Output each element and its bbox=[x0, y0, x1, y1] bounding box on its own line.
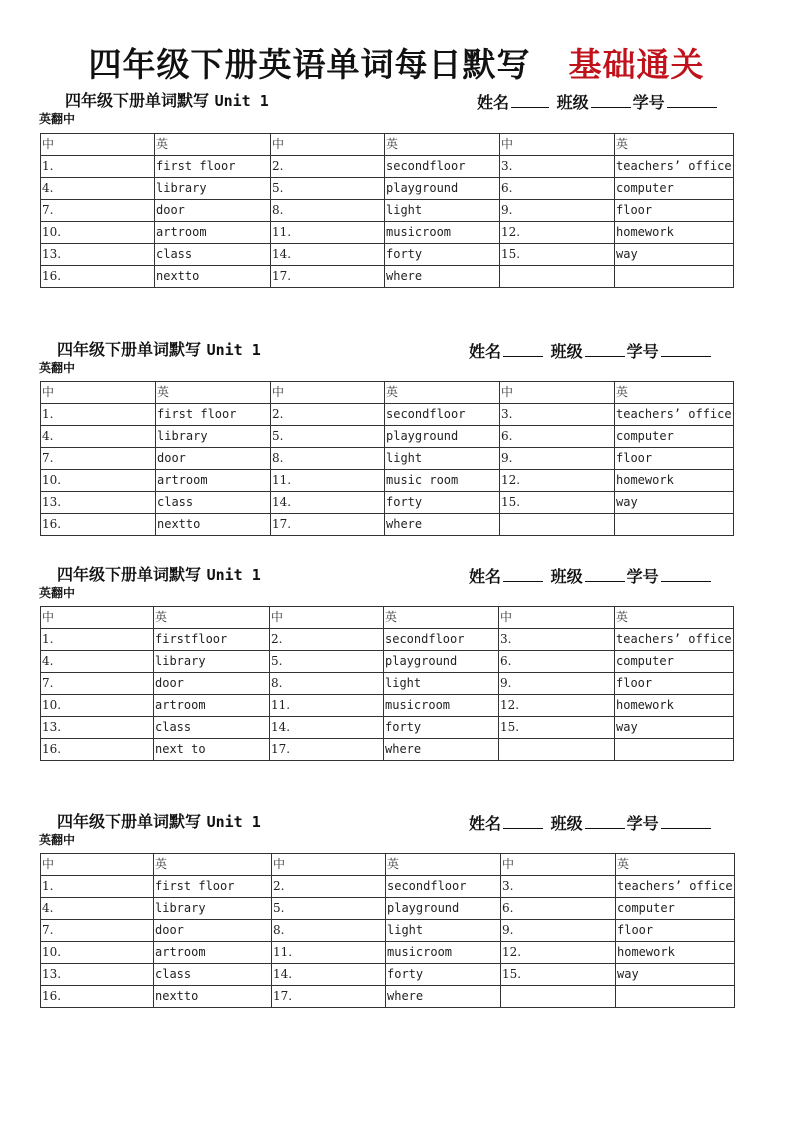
word-cell: nextto bbox=[154, 986, 272, 1008]
word-cell: class bbox=[155, 244, 271, 266]
unit-title-cn: 四年级下册单词默写 bbox=[57, 340, 202, 359]
table-row bbox=[41, 426, 734, 448]
number-cell[interactable]: 9. bbox=[500, 448, 615, 470]
name-label: 姓名 bbox=[469, 567, 502, 586]
header-cell: 英 bbox=[156, 382, 271, 404]
number-cell[interactable]: 2. bbox=[272, 876, 386, 898]
header-cell: 英 bbox=[385, 134, 500, 156]
number-cell[interactable]: 11. bbox=[271, 222, 385, 244]
table-row bbox=[41, 651, 734, 673]
word-cell: computer bbox=[615, 178, 734, 200]
word-cell bbox=[615, 739, 734, 761]
number-cell[interactable]: 8. bbox=[272, 920, 386, 942]
word-cell: teachers’ office bbox=[615, 629, 734, 651]
name-label: 姓名 bbox=[469, 342, 502, 361]
number-cell[interactable]: 10. bbox=[41, 695, 154, 717]
number-cell[interactable]: 16. bbox=[41, 266, 155, 288]
header-cell: 中 bbox=[41, 134, 155, 156]
table-row bbox=[41, 717, 734, 739]
number-cell[interactable]: 3. bbox=[501, 876, 616, 898]
number-cell[interactable]: 5. bbox=[272, 898, 386, 920]
table-header-row bbox=[41, 382, 734, 404]
table-row bbox=[41, 986, 735, 1008]
word-cell: teachers’ office bbox=[616, 876, 735, 898]
word-cell: class bbox=[154, 964, 272, 986]
word-cell: secondfloor bbox=[385, 156, 500, 178]
header-cell: 英 bbox=[154, 607, 270, 629]
section-label: 英翻中 bbox=[39, 586, 76, 600]
table-row bbox=[41, 942, 735, 964]
word-cell: firstfloor bbox=[154, 629, 270, 651]
number-cell[interactable]: 10. bbox=[41, 470, 156, 492]
unit-title bbox=[65, 90, 269, 112]
word-cell: library bbox=[156, 426, 271, 448]
student-info bbox=[469, 811, 713, 835]
word-cell: floor bbox=[615, 673, 734, 695]
header-cell: 英 bbox=[385, 382, 500, 404]
name-label: 姓名 bbox=[469, 814, 502, 833]
class-label: 班级 bbox=[556, 93, 589, 112]
number-cell[interactable] bbox=[500, 514, 615, 536]
name-label: 姓名 bbox=[477, 93, 510, 112]
id-blank[interactable] bbox=[661, 339, 711, 357]
unit-title-en: Unit 1 bbox=[206, 341, 261, 359]
table-row bbox=[41, 470, 734, 492]
word-cell: first floor bbox=[154, 876, 272, 898]
table-header-row bbox=[41, 854, 735, 876]
page-title bbox=[0, 40, 793, 90]
class-label: 班级 bbox=[550, 567, 583, 586]
word-cell: homework bbox=[615, 222, 734, 244]
word-cell: library bbox=[154, 651, 270, 673]
table-row bbox=[41, 222, 734, 244]
number-cell[interactable]: 12. bbox=[500, 470, 615, 492]
table-row bbox=[41, 404, 734, 426]
number-cell[interactable]: 16. bbox=[41, 986, 154, 1008]
class-blank[interactable] bbox=[585, 811, 625, 829]
word-cell: musicroom bbox=[386, 942, 501, 964]
number-cell[interactable]: 8. bbox=[270, 673, 384, 695]
number-cell[interactable]: 12. bbox=[500, 222, 615, 244]
table-row bbox=[41, 673, 734, 695]
number-cell[interactable]: 4. bbox=[41, 178, 155, 200]
number-cell[interactable]: 13. bbox=[41, 964, 154, 986]
unit-title-cn: 四年级下册单词默写 bbox=[57, 812, 202, 831]
table-header-row bbox=[41, 607, 734, 629]
number-cell[interactable]: 16. bbox=[41, 739, 154, 761]
number-cell[interactable]: 6. bbox=[501, 898, 616, 920]
number-cell[interactable]: 8. bbox=[271, 200, 385, 222]
word-cell: playground bbox=[385, 178, 500, 200]
word-cell: library bbox=[155, 178, 271, 200]
number-cell[interactable] bbox=[501, 986, 616, 1008]
table-row bbox=[41, 695, 734, 717]
page-title-main: 四年级下册英语单词每日默写 bbox=[88, 45, 531, 84]
header-cell: 英 bbox=[615, 134, 734, 156]
word-cell: door bbox=[156, 448, 271, 470]
table-row bbox=[41, 244, 734, 266]
number-cell[interactable]: 7. bbox=[41, 448, 156, 470]
word-cell: homework bbox=[615, 470, 734, 492]
number-cell[interactable]: 15. bbox=[500, 492, 615, 514]
unit-title bbox=[57, 564, 261, 586]
id-label: 学号 bbox=[626, 814, 659, 833]
table-row bbox=[41, 448, 734, 470]
number-cell[interactable]: 1. bbox=[41, 876, 154, 898]
number-cell[interactable]: 13. bbox=[41, 717, 154, 739]
id-label: 学号 bbox=[632, 93, 665, 112]
header-cell: 中 bbox=[41, 382, 156, 404]
number-cell[interactable]: 7. bbox=[41, 673, 154, 695]
number-cell[interactable]: 1. bbox=[41, 629, 154, 651]
header-cell: 中 bbox=[500, 134, 615, 156]
number-cell[interactable]: 17. bbox=[272, 986, 386, 1008]
word-cell: artroom bbox=[154, 695, 270, 717]
number-cell[interactable]: 7. bbox=[41, 200, 155, 222]
header-cell: 中 bbox=[41, 607, 154, 629]
header-cell: 中 bbox=[501, 854, 616, 876]
table-row bbox=[41, 876, 735, 898]
table-row bbox=[41, 920, 735, 942]
word-cell: where bbox=[386, 986, 501, 1008]
unit-title-en: Unit 1 bbox=[206, 566, 261, 584]
word-cell: way bbox=[616, 964, 735, 986]
word-cell: forty bbox=[385, 244, 500, 266]
header-cell: 中 bbox=[499, 607, 615, 629]
number-cell[interactable]: 2. bbox=[271, 156, 385, 178]
number-cell[interactable]: 9. bbox=[501, 920, 616, 942]
number-cell[interactable]: 4. bbox=[41, 426, 156, 448]
word-cell bbox=[616, 986, 735, 1008]
id-blank[interactable] bbox=[661, 564, 711, 582]
header-cell: 中 bbox=[500, 382, 615, 404]
word-cell: way bbox=[615, 492, 734, 514]
number-cell[interactable]: 11. bbox=[271, 470, 385, 492]
unit-title-en: Unit 1 bbox=[206, 813, 261, 831]
word-cell: forty bbox=[386, 964, 501, 986]
word-cell: light bbox=[384, 673, 499, 695]
word-cell: where bbox=[385, 514, 500, 536]
word-cell: teachers’ office bbox=[615, 156, 734, 178]
id-label: 学号 bbox=[626, 567, 659, 586]
header-cell: 英 bbox=[154, 854, 272, 876]
word-table bbox=[40, 853, 735, 1008]
unit-title-en: Unit 1 bbox=[214, 92, 269, 110]
id-blank[interactable] bbox=[661, 811, 711, 829]
word-cell: light bbox=[386, 920, 501, 942]
word-cell: where bbox=[385, 266, 500, 288]
word-cell: playground bbox=[385, 426, 500, 448]
word-cell: light bbox=[385, 200, 500, 222]
section-label: 英翻中 bbox=[39, 833, 76, 847]
number-cell[interactable]: 10. bbox=[41, 222, 155, 244]
word-cell: where bbox=[384, 739, 499, 761]
class-label: 班级 bbox=[550, 342, 583, 361]
word-cell: secondfloor bbox=[386, 876, 501, 898]
word-cell: first floor bbox=[156, 404, 271, 426]
unit-title bbox=[57, 339, 261, 361]
table-row bbox=[41, 200, 734, 222]
number-cell[interactable]: 1. bbox=[41, 404, 156, 426]
word-cell: door bbox=[154, 920, 272, 942]
table-row bbox=[41, 178, 734, 200]
table-row bbox=[41, 898, 735, 920]
name-blank[interactable] bbox=[503, 811, 543, 829]
word-cell: forty bbox=[385, 492, 500, 514]
number-cell[interactable]: 3. bbox=[499, 629, 615, 651]
word-table bbox=[40, 133, 734, 288]
number-cell[interactable] bbox=[500, 266, 615, 288]
class-blank[interactable] bbox=[591, 90, 631, 108]
number-cell[interactable]: 8. bbox=[271, 448, 385, 470]
block-header bbox=[0, 564, 793, 586]
number-cell[interactable]: 5. bbox=[270, 651, 384, 673]
word-cell: nextto bbox=[156, 514, 271, 536]
word-cell: computer bbox=[615, 426, 734, 448]
word-cell: playground bbox=[384, 651, 499, 673]
word-cell: door bbox=[155, 200, 271, 222]
number-cell[interactable]: 13. bbox=[41, 492, 156, 514]
number-cell[interactable]: 6. bbox=[500, 426, 615, 448]
word-cell: playground bbox=[386, 898, 501, 920]
id-blank[interactable] bbox=[667, 90, 717, 108]
word-cell: homework bbox=[615, 695, 734, 717]
number-cell[interactable]: 9. bbox=[500, 200, 615, 222]
word-cell: computer bbox=[616, 898, 735, 920]
block-header bbox=[0, 90, 793, 112]
number-cell[interactable]: 4. bbox=[41, 898, 154, 920]
word-cell: homework bbox=[616, 942, 735, 964]
table-header-row bbox=[41, 134, 734, 156]
word-cell: nextto bbox=[155, 266, 271, 288]
name-blank[interactable] bbox=[503, 339, 543, 357]
word-cell: library bbox=[154, 898, 272, 920]
number-cell[interactable]: 1. bbox=[41, 156, 155, 178]
word-cell: floor bbox=[615, 448, 734, 470]
number-cell[interactable]: 12. bbox=[501, 942, 616, 964]
unit-title bbox=[57, 811, 261, 833]
number-cell[interactable]: 17. bbox=[271, 266, 385, 288]
student-info bbox=[469, 564, 713, 588]
word-cell: floor bbox=[616, 920, 735, 942]
class-blank[interactable] bbox=[585, 339, 625, 357]
number-cell[interactable]: 11. bbox=[270, 695, 384, 717]
word-cell: secondfloor bbox=[384, 629, 499, 651]
number-cell[interactable]: 2. bbox=[270, 629, 384, 651]
word-cell: musicroom bbox=[385, 222, 500, 244]
word-cell: forty bbox=[384, 717, 499, 739]
number-cell[interactable]: 13. bbox=[41, 244, 155, 266]
word-table bbox=[40, 381, 734, 536]
header-cell: 中 bbox=[270, 607, 384, 629]
student-info bbox=[469, 339, 713, 363]
word-cell bbox=[615, 514, 734, 536]
header-cell: 英 bbox=[384, 607, 499, 629]
table-row bbox=[41, 492, 734, 514]
number-cell[interactable]: 6. bbox=[500, 178, 615, 200]
word-cell: way bbox=[615, 244, 734, 266]
word-cell: teachers’ office bbox=[615, 404, 734, 426]
header-cell: 英 bbox=[155, 134, 271, 156]
table-row bbox=[41, 156, 734, 178]
number-cell[interactable]: 6. bbox=[499, 651, 615, 673]
number-cell[interactable]: 17. bbox=[271, 514, 385, 536]
word-cell: next to bbox=[154, 739, 270, 761]
word-cell: class bbox=[154, 717, 270, 739]
number-cell[interactable]: 9. bbox=[499, 673, 615, 695]
header-cell: 英 bbox=[615, 382, 734, 404]
unit-title-cn: 四年级下册单词默写 bbox=[57, 565, 202, 584]
unit-title-cn: 四年级下册单词默写 bbox=[65, 91, 210, 110]
block-header bbox=[0, 811, 793, 833]
word-cell: artroom bbox=[155, 222, 271, 244]
number-cell[interactable]: 12. bbox=[499, 695, 615, 717]
number-cell[interactable]: 7. bbox=[41, 920, 154, 942]
header-cell: 中 bbox=[272, 854, 386, 876]
page-title-accent: 基础通关 bbox=[568, 45, 705, 84]
word-cell: artroom bbox=[154, 942, 272, 964]
table-row bbox=[41, 964, 735, 986]
word-cell: computer bbox=[615, 651, 734, 673]
class-label: 班级 bbox=[550, 814, 583, 833]
block-header bbox=[0, 339, 793, 361]
name-blank[interactable] bbox=[503, 564, 543, 582]
word-table bbox=[40, 606, 734, 761]
name-blank[interactable] bbox=[511, 90, 549, 108]
word-cell: secondfloor bbox=[385, 404, 500, 426]
number-cell[interactable]: 2. bbox=[271, 404, 385, 426]
number-cell[interactable]: 3. bbox=[500, 156, 615, 178]
number-cell[interactable]: 3. bbox=[500, 404, 615, 426]
table-row bbox=[41, 514, 734, 536]
header-cell: 英 bbox=[615, 607, 734, 629]
word-cell: musicroom bbox=[384, 695, 499, 717]
number-cell[interactable]: 10. bbox=[41, 942, 154, 964]
section-label: 英翻中 bbox=[39, 112, 76, 126]
table-row bbox=[41, 266, 734, 288]
word-cell bbox=[615, 266, 734, 288]
number-cell[interactable]: 14. bbox=[271, 244, 385, 266]
id-label: 学号 bbox=[626, 342, 659, 361]
header-cell: 英 bbox=[616, 854, 735, 876]
word-cell: floor bbox=[615, 200, 734, 222]
number-cell[interactable]: 14. bbox=[271, 492, 385, 514]
number-cell[interactable]: 14. bbox=[272, 964, 386, 986]
header-cell: 中 bbox=[271, 134, 385, 156]
number-cell[interactable]: 17. bbox=[270, 739, 384, 761]
number-cell[interactable]: 15. bbox=[499, 717, 615, 739]
table-row bbox=[41, 739, 734, 761]
word-cell: light bbox=[385, 448, 500, 470]
number-cell[interactable]: 16. bbox=[41, 514, 156, 536]
word-cell: door bbox=[154, 673, 270, 695]
number-cell[interactable]: 5. bbox=[271, 178, 385, 200]
word-cell: artroom bbox=[156, 470, 271, 492]
number-cell[interactable]: 4. bbox=[41, 651, 154, 673]
number-cell[interactable]: 14. bbox=[270, 717, 384, 739]
header-cell: 中 bbox=[41, 854, 154, 876]
number-cell[interactable] bbox=[499, 739, 615, 761]
header-cell: 英 bbox=[386, 854, 501, 876]
number-cell[interactable]: 11. bbox=[272, 942, 386, 964]
word-cell: way bbox=[615, 717, 734, 739]
class-blank[interactable] bbox=[585, 564, 625, 582]
word-cell: class bbox=[156, 492, 271, 514]
word-cell: music room bbox=[385, 470, 500, 492]
number-cell[interactable]: 5. bbox=[271, 426, 385, 448]
word-cell: first floor bbox=[155, 156, 271, 178]
number-cell[interactable]: 15. bbox=[500, 244, 615, 266]
student-info bbox=[477, 90, 719, 114]
table-row bbox=[41, 629, 734, 651]
header-cell: 中 bbox=[271, 382, 385, 404]
number-cell[interactable]: 15. bbox=[501, 964, 616, 986]
section-label: 英翻中 bbox=[39, 361, 76, 375]
